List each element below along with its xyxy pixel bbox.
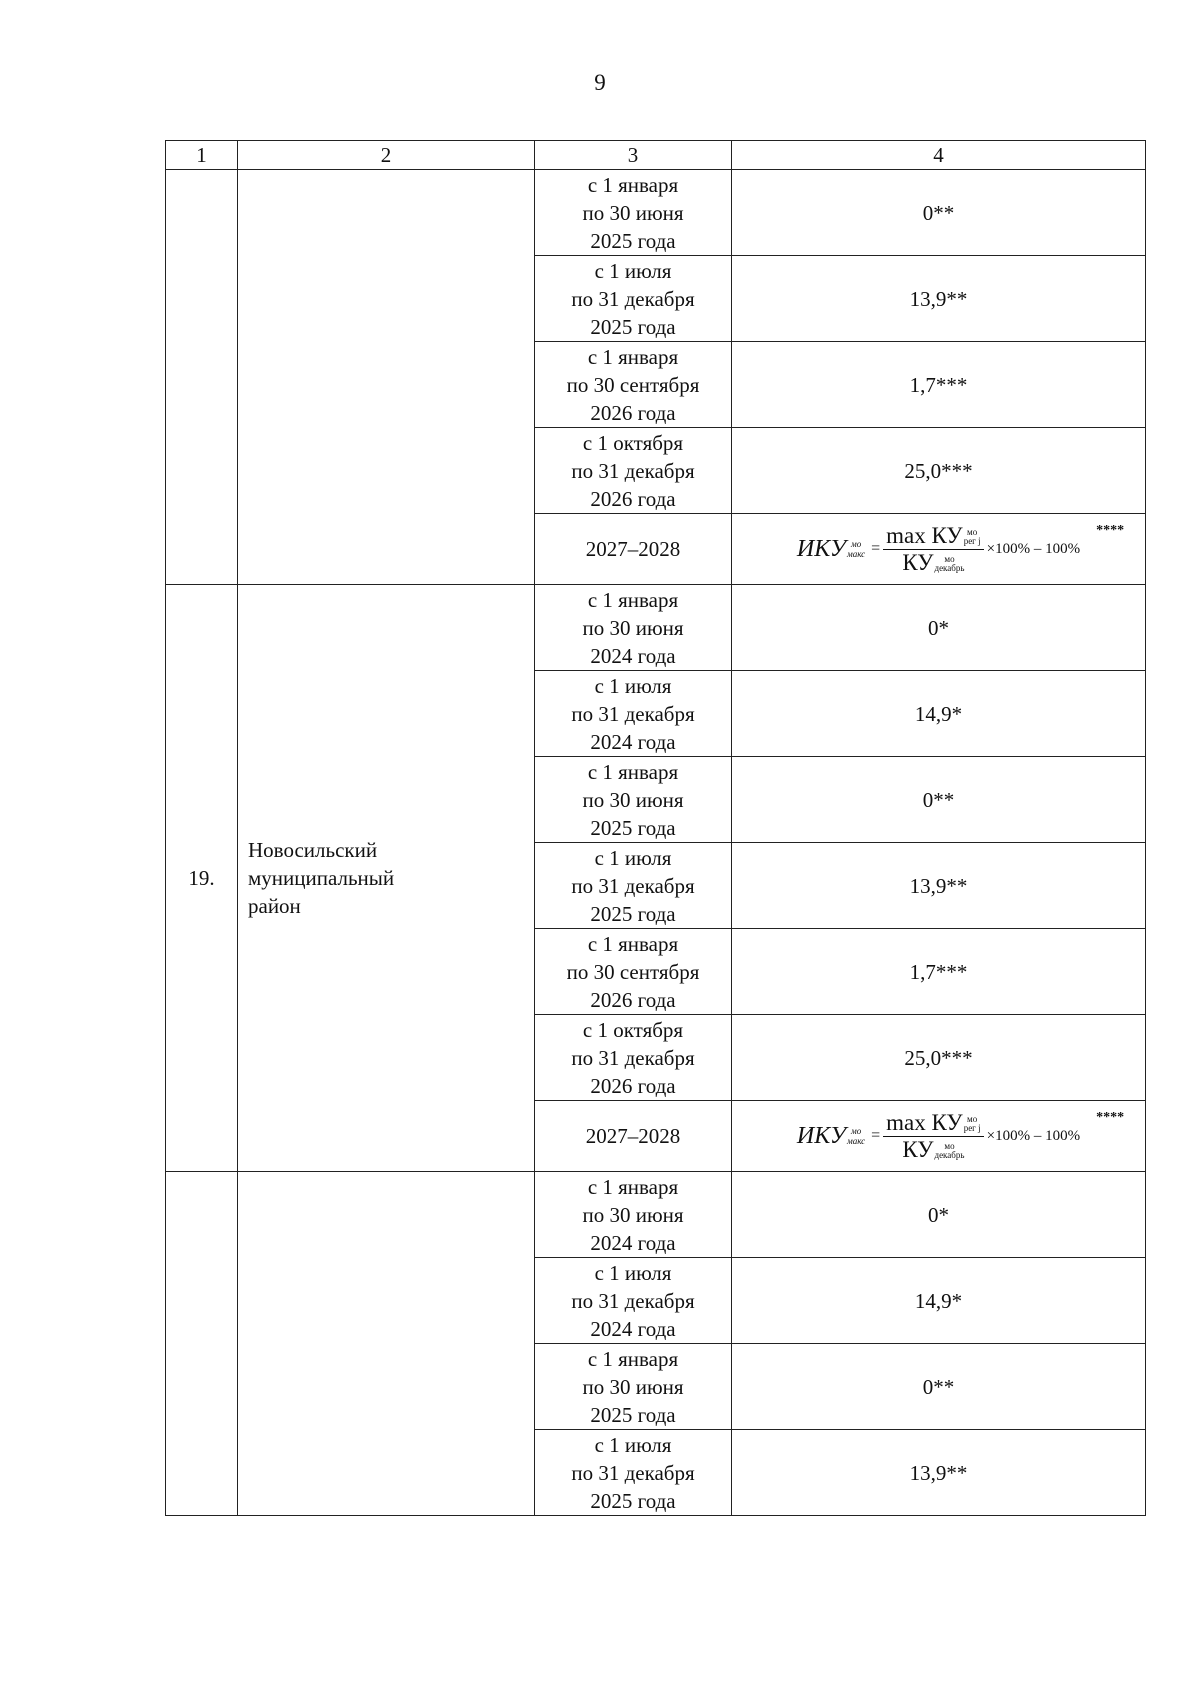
formula-numerator-sup: мо: [967, 527, 978, 538]
formula: [796, 522, 1125, 576]
period-cell: [535, 1101, 732, 1172]
period-line: 2025 года: [590, 1402, 676, 1427]
formula-denominator-indices: [934, 555, 964, 573]
formula-lhs-sub: макс: [847, 1136, 866, 1146]
period-line: с 1 января: [587, 1346, 679, 1371]
period-cell: [535, 1258, 732, 1344]
period-cell: [535, 1430, 732, 1516]
index-value: 1,7***: [732, 342, 1146, 428]
period-line: по 30 июня: [582, 787, 684, 812]
period-line: с 1 января: [587, 931, 679, 956]
municipality-name-line: Новосильский: [248, 838, 378, 862]
period-line: по 30 июня: [582, 200, 684, 225]
formula-lhs-sub: макс: [847, 549, 866, 559]
header-col-1: 1: [166, 141, 238, 170]
index-value: 25,0***: [732, 428, 1146, 514]
period-line: с 1 июля: [594, 1260, 672, 1285]
period-line: 2024 года: [590, 1230, 676, 1255]
formula-numerator-text: max КУ: [886, 522, 963, 548]
period-line: 2025 года: [590, 228, 676, 253]
header-col-4: 4: [732, 141, 1146, 170]
period-line: с 1 января: [587, 172, 679, 197]
period-line: с 1 октября: [582, 430, 684, 455]
table-row: [166, 1172, 1146, 1258]
index-value: 0**: [732, 757, 1146, 843]
period-line: по 31 декабря: [571, 458, 695, 483]
formula-denominator: [899, 1137, 967, 1163]
header-row: [166, 141, 1146, 170]
period-line: с 1 июля: [594, 845, 672, 870]
period-line: 2024 года: [590, 1316, 676, 1341]
period-line: по 31 декабря: [571, 1460, 695, 1485]
formula-numerator-sub: рег j: [963, 1123, 981, 1134]
period-line: 2025 года: [590, 1488, 676, 1513]
period-line: с 1 января: [587, 344, 679, 369]
period-line: 2026 года: [590, 486, 676, 511]
formula-denominator-sub: декабрь: [934, 1150, 965, 1161]
formula-denominator-sup: мо: [944, 554, 955, 565]
index-value: 0**: [732, 170, 1146, 256]
index-value: 0*: [732, 585, 1146, 671]
formula-lhs-indices: [847, 539, 865, 559]
period-cell: [535, 428, 732, 514]
period-line: 2024 года: [590, 729, 676, 754]
period-line: с 1 июля: [594, 673, 672, 698]
row-number: 19.: [166, 585, 238, 1172]
formula-numerator-indices: [964, 1115, 981, 1133]
formula-denominator-text: КУ: [902, 1136, 934, 1162]
period-cell: [535, 585, 732, 671]
formula-denominator-indices: [934, 1142, 964, 1160]
period-line: по 31 декабря: [571, 873, 695, 898]
header-col-2: 2: [238, 141, 535, 170]
period-line: с 1 октября: [582, 1017, 684, 1042]
index-value: 13,9**: [732, 1430, 1146, 1516]
period-cell: [535, 843, 732, 929]
municipality-name: [238, 170, 535, 585]
period-line: 2025 года: [590, 815, 676, 840]
formula-footnote-mark: ****: [1096, 1109, 1125, 1125]
period-line: 2025 года: [590, 314, 676, 339]
period-line: по 31 декабря: [571, 1045, 695, 1070]
period-line: с 1 января: [587, 759, 679, 784]
formula-numerator-sub: рег j: [963, 536, 981, 547]
formula-cell: [732, 1101, 1146, 1172]
index-value: 14,9*: [732, 671, 1146, 757]
index-value: 1,7***: [732, 929, 1146, 1015]
period-line: по 30 июня: [582, 1202, 684, 1227]
municipality-name-line: муниципальный: [248, 866, 395, 890]
period-line: с 1 июля: [594, 1432, 672, 1457]
period-cell: [535, 929, 732, 1015]
period-cell: [535, 256, 732, 342]
formula-numerator: [883, 1110, 983, 1137]
formula-denominator-text: КУ: [902, 549, 934, 575]
period-line: по 30 сентября: [566, 959, 700, 984]
formula-numerator-text: max КУ: [886, 1109, 963, 1135]
period-line: по 30 июня: [582, 615, 684, 640]
formula-equals: =: [871, 540, 881, 557]
period-cell: [535, 1015, 732, 1101]
municipality-name-line: район: [248, 894, 301, 918]
period-line: 2026 года: [590, 987, 676, 1012]
period-cell: [535, 1172, 732, 1258]
period-line: 2025 года: [590, 901, 676, 926]
row-number: [166, 170, 238, 585]
period-line: с 1 января: [587, 587, 679, 612]
formula-lhs: ИКУ: [796, 536, 847, 562]
formula-footnote-mark: ****: [1096, 522, 1125, 538]
page-number: 9: [594, 70, 606, 95]
period-line: 2027–2028: [585, 1124, 681, 1148]
period-cell: [535, 671, 732, 757]
period-cell: [535, 342, 732, 428]
formula-denominator-sup: мо: [944, 1141, 955, 1152]
period-line: с 1 июля: [594, 258, 672, 283]
index-value: 13,9**: [732, 843, 1146, 929]
table-body: [166, 170, 1146, 1516]
period-cell: [535, 514, 732, 585]
formula-denominator: [899, 550, 967, 576]
formula-fraction: [883, 523, 983, 576]
period-line: по 31 декабря: [571, 1288, 695, 1313]
formula-numerator-indices: [964, 528, 981, 546]
municipality-name: [238, 1172, 535, 1516]
period-cell: [535, 170, 732, 256]
period-line: с 1 января: [587, 1174, 679, 1199]
index-value: 25,0***: [732, 1015, 1146, 1101]
formula-tail: ×100% – 100%: [986, 541, 1081, 557]
header-col-3: 3: [535, 141, 732, 170]
row-number: [166, 1172, 238, 1516]
period-line: 2024 года: [590, 643, 676, 668]
formula-fraction: [883, 1110, 983, 1163]
formula-tail: ×100% – 100%: [986, 1128, 1081, 1144]
formula-numerator: [883, 523, 983, 550]
period-line: по 30 июня: [582, 1374, 684, 1399]
period-line: 2026 года: [590, 1073, 676, 1098]
formula-numerator-sup: мо: [967, 1114, 978, 1125]
table-row: [166, 170, 1146, 256]
period-line: 2026 года: [590, 400, 676, 425]
index-value: 13,9**: [732, 256, 1146, 342]
index-value: 0*: [732, 1172, 1146, 1258]
period-line: по 30 сентября: [566, 372, 700, 397]
period-cell: [535, 1344, 732, 1430]
period-line: по 31 декабря: [571, 286, 695, 311]
period-line: по 31 декабря: [571, 701, 695, 726]
formula-lhs-sup: мо: [850, 539, 862, 549]
formula-lhs: ИКУ: [796, 1123, 847, 1149]
index-value: 14,9*: [732, 1258, 1146, 1344]
formula-lhs-sup: мо: [850, 1126, 862, 1136]
period-cell: [535, 757, 732, 843]
formula-cell: [732, 514, 1146, 585]
formula: [796, 1109, 1125, 1163]
index-value: 0**: [732, 1344, 1146, 1430]
formula-denominator-sub: декабрь: [934, 563, 965, 574]
table-row: [166, 585, 1146, 671]
formula-lhs-indices: [847, 1126, 865, 1146]
tariff-table: [165, 140, 1146, 1516]
municipality-name: [238, 585, 535, 1172]
formula-equals: =: [871, 1127, 881, 1144]
period-line: 2027–2028: [585, 537, 681, 561]
